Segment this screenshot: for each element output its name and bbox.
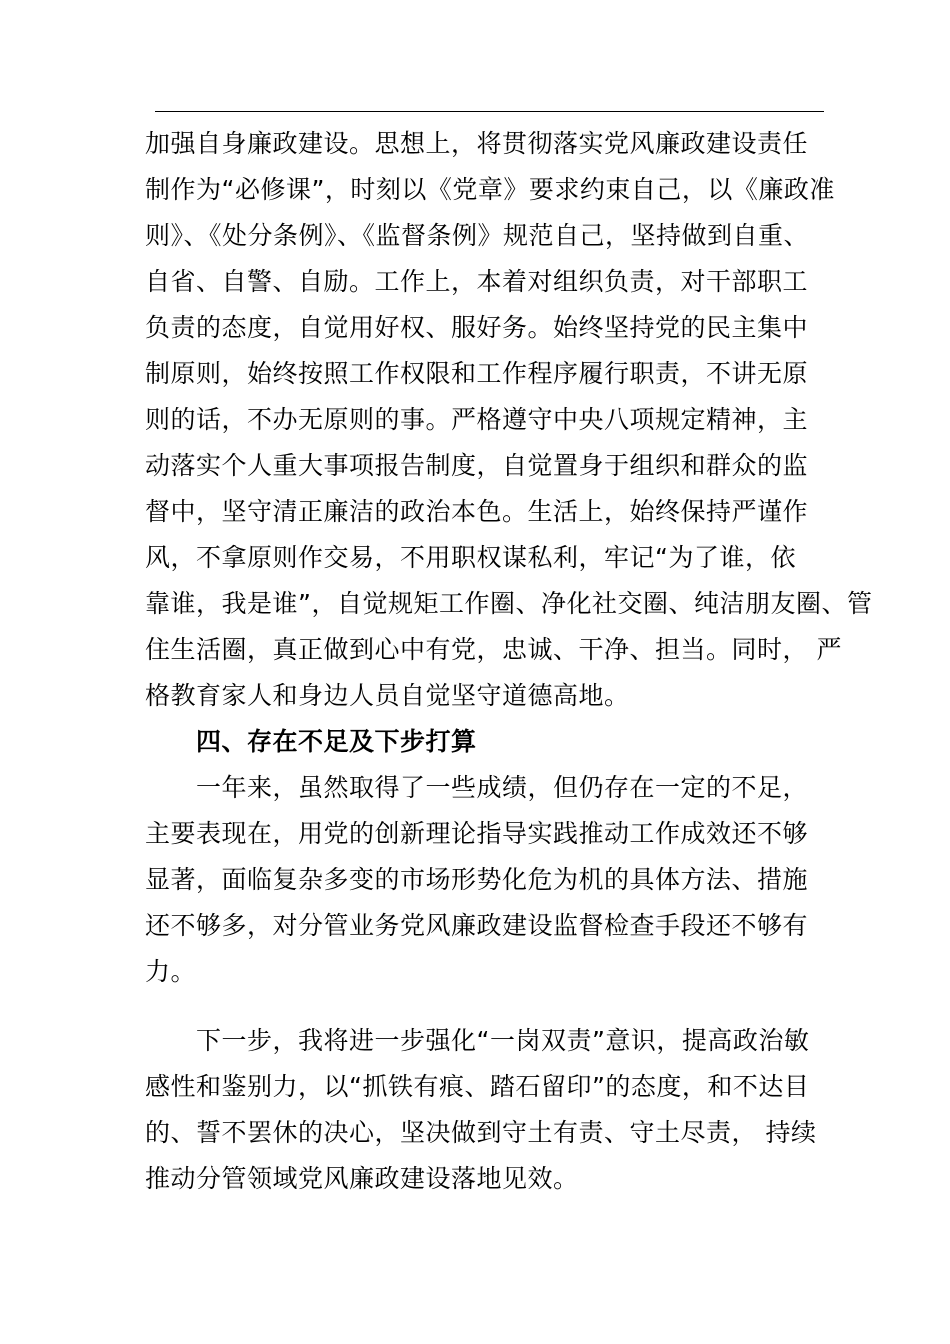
text-line: 一年来，虽然取得了一些成绩，但仍存在一定的不足， <box>196 773 809 802</box>
text-line: 的、誓不罢休的决心，坚决做到守土有责、守土尽责， 持续 <box>145 1118 817 1147</box>
text-line: 显著，面临复杂多变的市场形势化危为机的具体方法、措施 <box>145 865 809 894</box>
text-line: 自省、自警、自励。工作上，本着对组织负责，对干部职工 <box>145 267 809 296</box>
paragraph-integrity <box>145 121 873 719</box>
text-line: 靠谁，我是谁”，自觉规矩工作圈、净化社交圈、纯洁朋友圈、管 <box>145 589 873 618</box>
text-line: 制原则，始终按照工作权限和工作程序履行职责，不讲无原 <box>145 359 809 388</box>
text-line: 负责的态度，自觉用好权、服好务。始终坚持党的民主集中 <box>145 313 809 342</box>
section-heading: 四、存在不足及下步打算 <box>196 727 477 756</box>
text-line: 格教育家人和身边人员自觉坚守道德高地。 <box>145 681 630 710</box>
text-line: 还不够多，对分管业务党风廉政建设监督检查手段还不够有 <box>145 911 809 940</box>
paragraph-next-steps <box>145 1018 825 1202</box>
text-line: 推动分管领域党风廉政建设落地见效。 <box>145 1164 579 1193</box>
text-line: 下一步，我将进一步强化“一岗双责”意识，提高政治敏 <box>196 1026 810 1055</box>
text-line: 动落实个人重大事项报告制度，自觉置身于组织和群众的监 <box>145 451 809 480</box>
document-body <box>145 121 873 1202</box>
text-line: 加强自身廉政建设。思想上，将贯彻落实党风廉政建设责任 <box>145 129 809 158</box>
text-line: 督中，坚守清正廉洁的政治本色。生活上，始终保持严谨作 <box>145 497 809 526</box>
text-line: 制作为“必修课”，时刻以《党章》要求约束自己，以《廉政准 <box>145 175 835 204</box>
text-line: 感性和鉴别力，以“抓铁有痕、踏石留印”的态度，和不达目 <box>145 1072 810 1101</box>
text-line: 风，不拿原则作交易，不用职权谋私利，牢记“为了谁，依 <box>145 543 796 572</box>
text-line: 则的话，不办无原则的事。严格遵守中央八项规定精神，主 <box>145 405 809 434</box>
paragraph-gap <box>145 995 825 1018</box>
text-line: 住生活圈，真正做到心中有党，忠诚、干净、担当。同时， 严 <box>145 635 842 664</box>
text-line: 力。 <box>145 957 197 986</box>
text-line: 主要表现在，用党的创新理论指导实践推动工作成效还不够 <box>145 819 809 848</box>
header-rule <box>155 111 824 112</box>
text-line: 则》、《处分条例》、《监督条例》规范自己，坚持做到自重、 <box>145 221 810 250</box>
paragraph-shortcomings <box>145 765 825 995</box>
